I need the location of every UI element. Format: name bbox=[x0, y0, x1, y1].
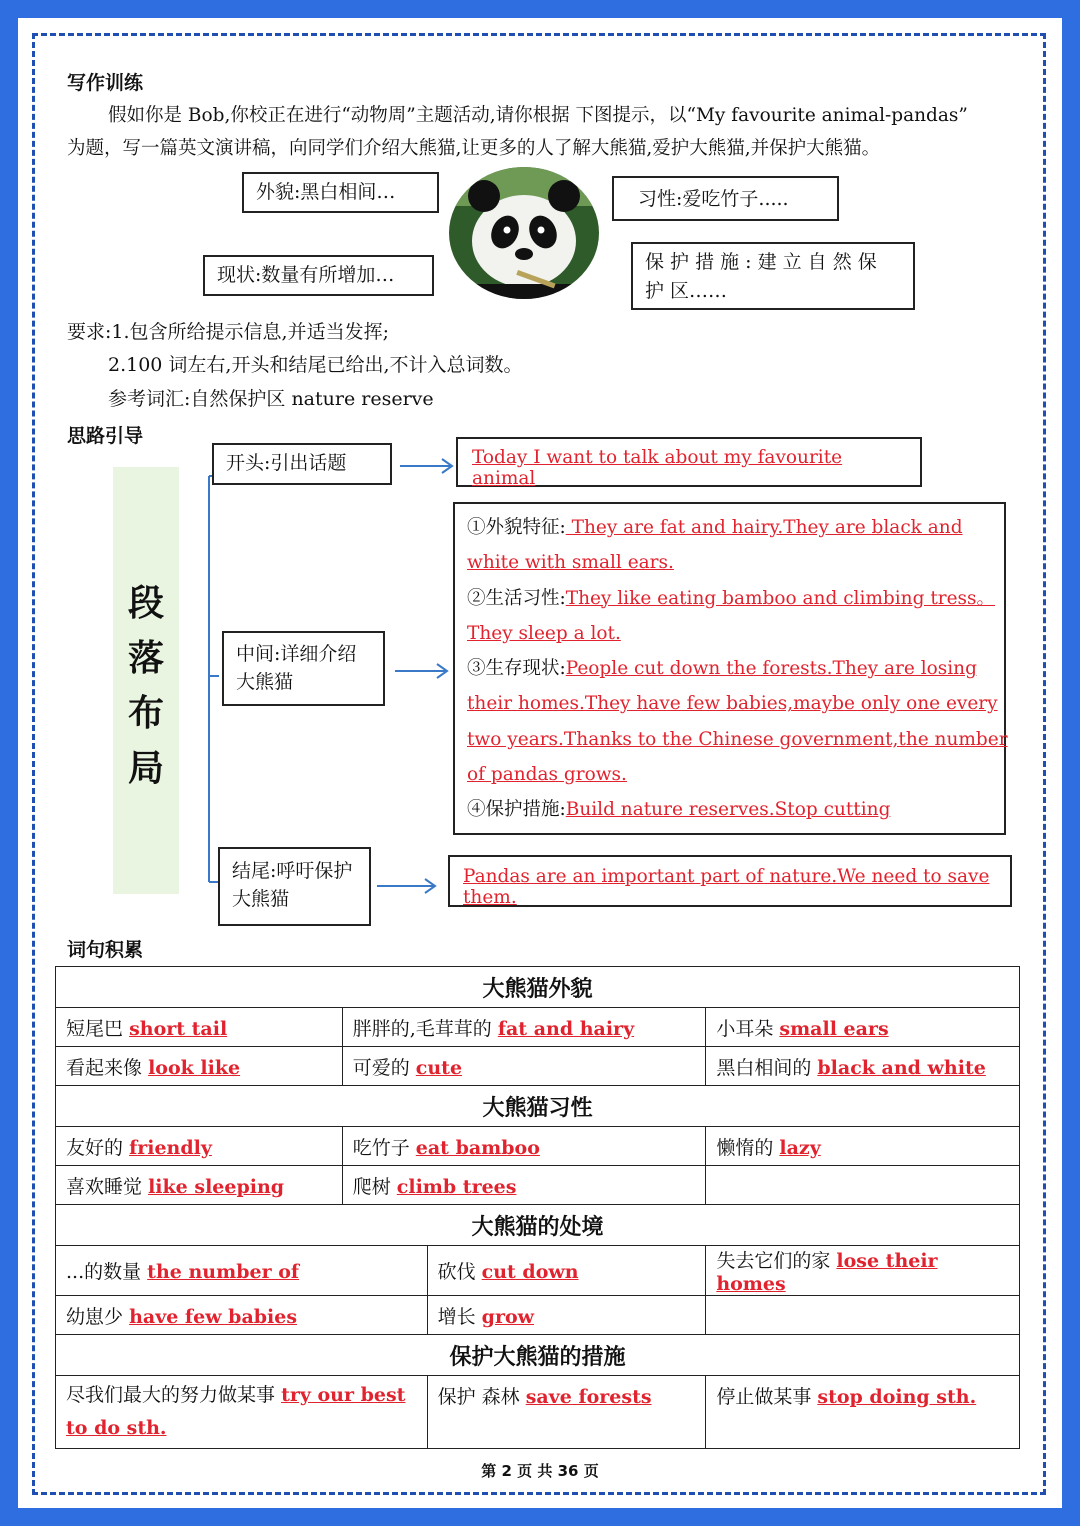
middle-line: of pandas grows. bbox=[467, 764, 627, 786]
vocab-cell bbox=[706, 1166, 1020, 1205]
writing-heading: 写作训练 bbox=[67, 72, 144, 94]
section-title: 大熊猫习性 bbox=[56, 1086, 1020, 1127]
requirement-3: 参考词汇:自然保护区 nature reserve bbox=[108, 388, 434, 410]
side-title-char: 局 bbox=[127, 748, 164, 789]
end-text: Pandas are an important part of nature.We need to save them. bbox=[463, 866, 990, 908]
end-label: 结尾:呼吁保护大熊猫 bbox=[218, 847, 371, 926]
arrow-right-icon bbox=[393, 661, 453, 681]
vocab-cell: 胖胖的,毛茸茸的 fat and hairy bbox=[342, 1008, 706, 1047]
page-number: 第 2 页 共 36 页 bbox=[481, 1462, 599, 1480]
vocab-cell: 黑白相间的 black and white bbox=[706, 1047, 1020, 1086]
vocab-cell: 吃竹子 eat bamboo bbox=[342, 1127, 706, 1166]
table-row bbox=[56, 1246, 1020, 1296]
start-text: Today I want to talk about my favourite animal bbox=[472, 447, 843, 489]
arrow-right-icon bbox=[375, 876, 441, 896]
hint-protect: 保 护 措 施 : 建 立 自 然 保 护 区…… bbox=[631, 242, 915, 310]
side-title-bar bbox=[113, 467, 179, 894]
middle-line: white with small ears. bbox=[467, 552, 674, 574]
table-row bbox=[56, 1166, 1020, 1205]
vocab-cell: 懒惰的 lazy bbox=[706, 1127, 1020, 1166]
prompt-line-2: 为题，写一篇英文演讲稿，向同学们介绍大熊猫,让更多的人了解大熊猫,爱护大熊猫,并保护大熊猫。 bbox=[67, 138, 881, 159]
hint-status: 现状:数量有所增加… bbox=[203, 255, 434, 296]
table-row bbox=[56, 1296, 1020, 1335]
prompt-line-1: 假如你是 Bob,你校正在进行“动物周”主题活动,请你根据 下图提示，以“My favourite animal-pandas” bbox=[108, 105, 968, 126]
middle-line: ③生存现状:People cut down the forests.They are losing bbox=[467, 658, 977, 680]
section-title: 保护大熊猫的措施 bbox=[56, 1335, 1020, 1376]
vocab-cell: 保护 森林 save forests bbox=[427, 1376, 706, 1449]
vocab-cell: 尽我们最大的努力做某事 try our best to do sth. bbox=[56, 1376, 428, 1449]
hint-habit: 习性:爱吃竹子..... bbox=[612, 176, 839, 221]
requirement-1: 要求:1.包含所给提示信息,并适当发挥; bbox=[67, 321, 389, 343]
middle-line: ①外貌特征: They are fat and hairy.They are black and bbox=[467, 517, 963, 538]
middle-line: They sleep a lot. bbox=[467, 622, 621, 644]
middle-line: ④保护措施:Build nature reserves.Stop cutting bbox=[467, 799, 891, 821]
middle-line: two years.Thanks to the Chinese government,the number bbox=[467, 728, 1008, 750]
start-label: 开头:引出话题 bbox=[212, 443, 392, 485]
outline-heading: 思路引导 bbox=[67, 425, 144, 447]
vocab-cell: 短尾巴 short tail bbox=[56, 1008, 343, 1047]
vocab-cell: 友好的 friendly bbox=[56, 1127, 343, 1166]
table-row bbox=[56, 1047, 1020, 1086]
vocab-cell: 砍伐 cut down bbox=[427, 1246, 706, 1296]
side-title-char: 落 bbox=[127, 638, 164, 679]
vocab-cell: 可爱的 cute bbox=[342, 1047, 706, 1086]
vocab-heading: 词句积累 bbox=[67, 939, 144, 961]
section-title: 大熊猫的处境 bbox=[56, 1205, 1020, 1246]
table-row bbox=[56, 1376, 1020, 1449]
vocab-cell: ...的数量 the number of bbox=[56, 1246, 428, 1296]
table-row bbox=[56, 1127, 1020, 1166]
panda-photo bbox=[448, 166, 600, 301]
bracket-lines bbox=[195, 470, 225, 890]
vocab-cell: 爬树 climb trees bbox=[342, 1166, 706, 1205]
middle-label: 中间:详细介绍大熊猫 bbox=[222, 631, 385, 706]
table-row bbox=[56, 1008, 1020, 1047]
middle-line: their homes.They have few babies,maybe only one every bbox=[467, 693, 998, 715]
middle-line: ②生活习性:They like eating bamboo and climbing tress。 bbox=[467, 587, 996, 609]
hint-appearance: 外貌:黑白相间… bbox=[242, 172, 439, 213]
end-text-box bbox=[448, 855, 1012, 907]
vocab-cell: 小耳朵 small ears bbox=[706, 1008, 1020, 1047]
side-title-char: 段 bbox=[127, 583, 164, 624]
vocab-cell: 增长 grow bbox=[427, 1296, 706, 1335]
vocab-cell: 停止做某事 stop doing sth. bbox=[706, 1376, 1020, 1449]
requirement-2: 2.100 词左右,开头和结尾已给出,不计入总词数。 bbox=[108, 354, 523, 376]
vocab-cell bbox=[706, 1296, 1020, 1335]
side-title-char: 布 bbox=[127, 693, 164, 734]
vocab-cell: 喜欢睡觉 like sleeping bbox=[56, 1166, 343, 1205]
vocab-cell: 失去它们的家 lose their homes bbox=[706, 1246, 1020, 1296]
vocab-cell: 幼崽少 have few babies bbox=[56, 1296, 428, 1335]
start-text-box bbox=[456, 437, 922, 487]
arrow-right-icon bbox=[398, 456, 458, 476]
vocab-cell: 看起来像 look like bbox=[56, 1047, 343, 1086]
middle-text-box bbox=[453, 502, 1006, 835]
vocab-table bbox=[55, 966, 1020, 1449]
section-title: 大熊猫外貌 bbox=[56, 967, 1020, 1008]
